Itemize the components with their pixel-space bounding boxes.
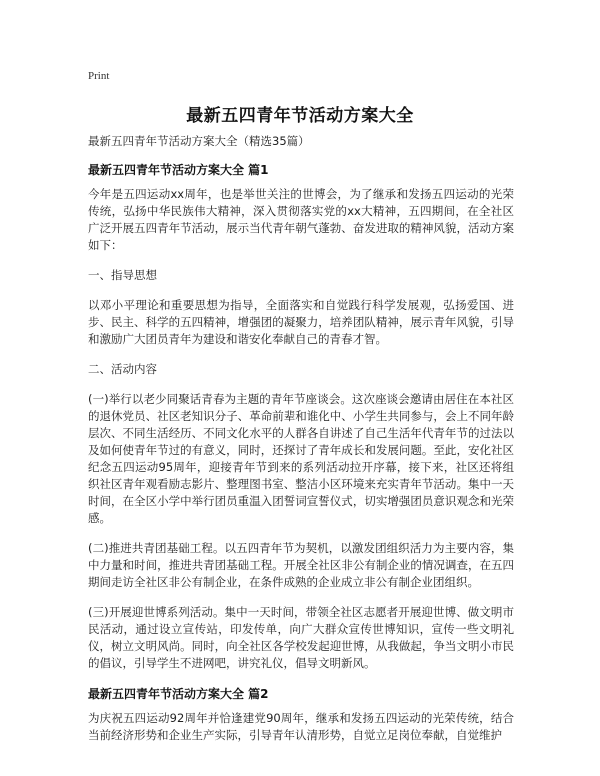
page-title: 最新五四青年节活动方案大全	[186, 106, 414, 126]
section-heading-2: 最新五四青年节活动方案大全 篇2	[88, 687, 269, 701]
paragraph-activity-1: (一)举行以老少同聚话青春为主题的青年节座谈会。这次座谈会邀请由居住在本社区的退休党员、社区老知识分子、革命前辈和谁化中、小学生共同参与，会上不同年龄层次、不同生活经历、不同文化水平的人群各自讲述了自己生活年代青年节的过法以及如何使青年节过的有意义，同时，还探讨了青年成长和发展问题。至此，安化社区纪念五四运动95周年，迎接青年节到来的系列活动拉开序幕，接下来，社区还将组织社区青年观看励志影片、整理图书室、整洁小区环境来充实青年节活动。集中一天时间，在全区小学中举行团员重温入团誓词宣誓仪式，切实增强团员意识观念和光荣感。	[88, 392, 514, 525]
paragraph-guiding-ideology: 以邓小平理论和重要思想为指导，全面落实和自觉践行科学发展观，弘扬爱国、进步、民主、科学的五四精神，增强团的凝聚力，培养团队精神，展示青年风貌，引导和激励广大团员青年为建设和谐安化奉献自己的青春才智。	[88, 298, 514, 346]
subheading-guiding-ideology: 一、指导思想	[88, 268, 157, 282]
paragraph-activity-3: (三)开展迎世博系列活动。集中一天时间，带领全社区志愿者开展迎世博、做文明市民活动，通过设立宣传站，印发传单，向广大群众宣传世博知识，宣传一些文明礼仪，树立文明风尚。同时，向全社区各学校发起迎世博，从我做起，争当文明小市民的倡议，引导学生不进网吧，讲究礼仪，倡导文明新风。	[88, 605, 514, 670]
paragraph-section2-intro: 为庆祝五四运动92周年并恰逢建党90周年，继承和发扬五四运动的光荣传统，结合当前经济形势和企业生产实际，引导青年认清形势，自觉立足岗位奉献，自觉维护	[88, 711, 514, 742]
document-body	[88, 132, 514, 757]
section-heading-1: 最新五四青年节活动方案大全 篇1	[88, 163, 269, 177]
print-link[interactable]: Print	[88, 70, 110, 82]
subheading-activity-content: 二、活动内容	[88, 362, 157, 376]
document-subtitle: 最新五四青年节活动方案大全（精选35篇）	[88, 134, 310, 148]
paragraph-intro: 今年是五四运动xx周年，也是举世关注的世博会，为了继承和发扬五四运动的光荣传统，弘扬中华民族伟大精神，深入贯彻落实党的xx大精神，五四期间，在全社区广泛开展五四青年节活动，展示当代青年朝气蓬勃、奋发进取的精神风貌，活动方案如下：	[88, 187, 514, 252]
paragraph-activity-2: (二)推进共青团基础工程。以五四青年节为契机，以激发团组织活力为主要内容，集中力量和时间，推进共青团基础工程。开展全社区非公有制企业的情况调查，在五四期间走访全社区非公有制企业，在条件成熟的企业成立非公有制企业团组织。	[88, 541, 514, 589]
